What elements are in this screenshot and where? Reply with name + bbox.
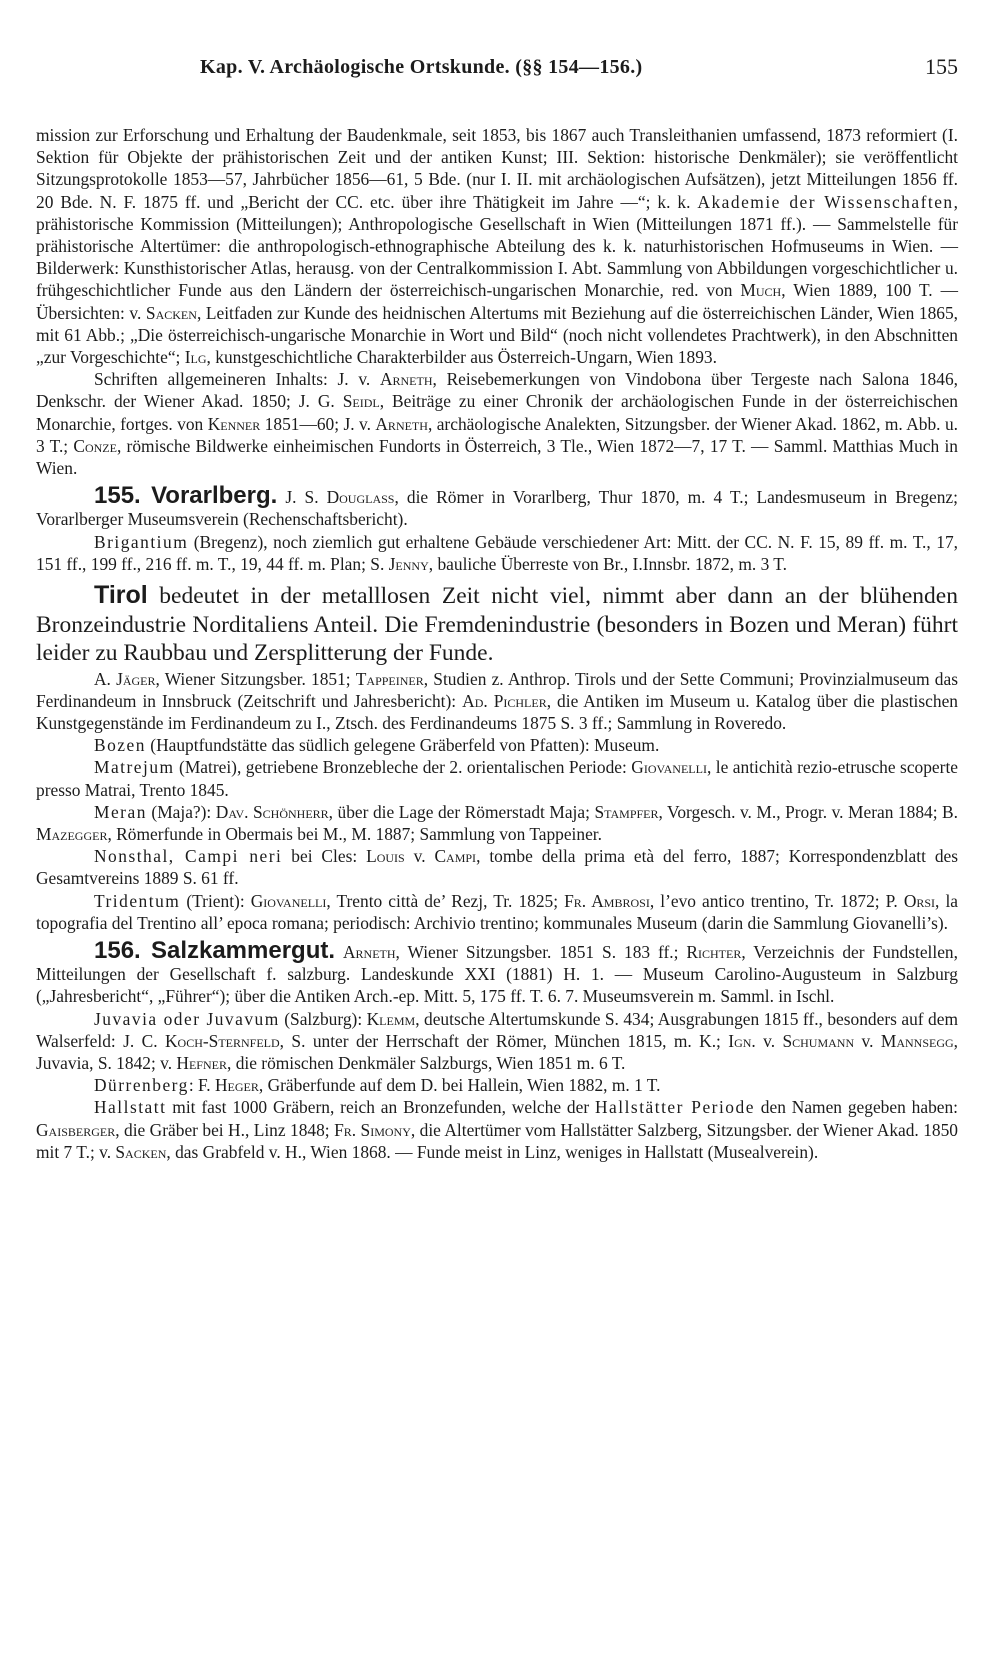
text-run: , die römischen Denkmäler Salzburgs, Wien 1851 m. 6 T. — [227, 1053, 626, 1074]
text-run: mission zur Erforschung und Erhaltung der Baudenkmale, seit 1853, bis 1867 auch Transleithanien umfassend, 1873 reformiert (I. Sektion für Objekte der prähistorischen Zeit und der antiken Kunst; III. Sektion: historische Denkmäler); sie veröffentlicht Sitzungsprotokolle 1853—57, Jahrbücher 1856—61, 5 Bde. (nur I. II. mit archäologischen Aufsätzen), jetzt Mitteilungen 1856 ff. 20 Bde. N. F. 1875 ff. und „Bericht der CC. etc. über ihre Thätigkeit im Jahre —“; k. k. — [36, 125, 958, 212]
section-heading: 155. Vorarlberg. — [94, 482, 278, 510]
text-run: Giovanelli — [250, 890, 327, 911]
text-run: , Reisebemerkungen von Vindobona über Tergeste nach Salona 1846, Denkschr. der Wiener Akad. 1850; J. G. — [36, 369, 958, 412]
text-run: , Beiträge zu einer Chronik der archäologischen Funde in der österreichischen Monarchie, fortges. von — [36, 391, 958, 434]
text-run: Hallstätter Periode — [594, 1097, 755, 1118]
text-run: Koch-Sternfeld — [164, 1030, 280, 1051]
text-run: v. — [854, 1030, 881, 1051]
text-run: Juvavia oder Juvavum — [94, 1008, 280, 1029]
text-run: , die Antiken im Museum u. Katalog über die plastischen Kunstgegenstände im Ferdinandeum zu I., Ztsch. des Ferdinandeums 1875 S. 3 ff.; Sammlung in Roveredo. — [36, 690, 958, 733]
text-run: , kunstgeschichtliche Charakterbilder aus Österreich-Ungarn, Wien 1893. — [206, 347, 717, 368]
text-run: (Bregenz), noch ziemlich gut erhaltene Gebäude verschiedener Art: Mitt. der CC. N. F. 15, 89 ff. m. T., 17, 151 ff., 199 ff., 216 ff. m. T., 19, 44 ff. m. Plan; S. — [36, 531, 958, 574]
text-run: Heger — [215, 1075, 259, 1096]
running-head: Kap. V. Archäologische Ortskunde. (§§ 154—156.) — [200, 56, 643, 78]
text-run: , Studien z. Anthrop. Tirols und der Sette Communi; Provinzialmuseum das Ferdinandeum in Innsbruck (Zeitschrift und Jahresbericht): — [36, 668, 958, 711]
paragraph — [36, 890, 958, 934]
text-run: , bauliche Überreste von Br., I.Innsbr. 1872, m. 3 T. — [428, 553, 787, 574]
text-run: Conze — [73, 435, 117, 456]
page-number: 155 — [925, 54, 958, 79]
paragraph — [36, 124, 958, 368]
text-run: , römische Bildwerke einheimischen Fundorts in Österreich, 3 Tle., Wien 1872—7, 17 T. — Samml. Matthias Much in Wien. — [36, 435, 958, 479]
text-run: Arneth — [375, 413, 428, 434]
paragraph — [36, 581, 958, 668]
book-page — [36, 40, 958, 1163]
text-run: : F. — [188, 1075, 215, 1096]
text-run: v. — [404, 846, 435, 867]
text-run: , Juvavia, S. 1842; v. — [36, 1030, 959, 1074]
text-run: v. — [755, 1030, 783, 1051]
text-run: Sacken — [145, 302, 197, 323]
text-run: Klemm — [366, 1008, 416, 1029]
text-run: Tirol — [94, 581, 148, 610]
text-run: Tridentum — [94, 890, 181, 911]
text-run: Much — [740, 280, 782, 301]
text-run: , Wien 1889, 100 T. — Übersichten: v. — [36, 280, 958, 323]
text-run: , Römerfunde in Obermais bei M., M. 1887; Sammlung von Tappeiner. — [107, 823, 602, 844]
text-run: (Maja?): — [146, 801, 216, 822]
text-run: (Matrei), getriebene Bronzebleche der 2. orientalischen Periode: — [174, 757, 632, 778]
text-run: Schumann — [782, 1030, 855, 1051]
text-run: Arneth — [342, 942, 396, 962]
text-run: , le antichità rezio-etrusche scoperte presso Matrai, Trento 1845. — [36, 757, 958, 800]
text-run: Hallstatt — [94, 1097, 167, 1118]
text-run: , Verzeichnis der Fundstellen, Mitteilungen der Gesellschaft f. salzburg. Landeskunde XXI (1881) H. 1. — Museum Carolino-Augusteum in Salzburg („Jahresbericht“, „Führer“); über die Antiken Arch.-ep. Mitt. 5, 175 ff. T. 6. 7. Museumsverein m. Samml. in Ischl. — [36, 942, 958, 1007]
paragraph — [36, 668, 958, 735]
text-run: Jenny — [388, 553, 429, 574]
paragraph — [36, 1008, 958, 1075]
text-run: 1851—60; J. v. — [260, 413, 376, 434]
text-run: , das Grabfeld v. H., Wien 1868. — Funde meist in Linz, weniges in Hallstatt (Musealverein). — [166, 1141, 819, 1162]
text-run: Sacken — [115, 1141, 167, 1162]
text-run: den Namen gegeben haben: — [754, 1097, 959, 1118]
text-run: , über die Lage der Römerstadt Maja; — [328, 801, 595, 822]
body-text — [36, 124, 958, 1163]
paragraph — [36, 531, 958, 575]
text-run: Douglass — [326, 487, 395, 508]
text-run: Jäger — [116, 668, 156, 689]
text-run: Campi — [434, 846, 477, 867]
text-run: , die Altertümer vom Hallstätter Salzberg, Sitzungsber. der Wiener Akad. 1850 mit 7 T.; v. — [36, 1119, 958, 1162]
text-run: Gaisberger — [36, 1119, 116, 1140]
text-run: Giovanelli — [631, 757, 707, 778]
text-run: , archäologische Analekten, Sitzungsber. der Wiener Akad. 1862, m. Abb. u. 3 T.; — [36, 413, 958, 456]
paragraph — [36, 801, 958, 845]
text-run: Seidl — [342, 391, 380, 412]
paragraph — [36, 368, 958, 479]
text-run: Matrejum — [94, 757, 175, 778]
text-run: J. S. — [277, 487, 327, 508]
text-run: Dürrenberg — [94, 1075, 189, 1096]
paragraph — [36, 734, 958, 756]
text-run: (Salzburg): — [279, 1008, 367, 1029]
paragraph — [36, 482, 958, 530]
text-run: , Wiener Sitzungsber. 1851; — [155, 668, 356, 689]
paragraph — [36, 1096, 958, 1163]
text-run: , prähistorische Kommission (Mitteilungen); Anthropologische Gesellschaft in Wien (Mitteilungen 1871 ff.). — Sammelstelle für prähistorische Altertümer: die anthropologisch-ethnographische Abteilung des k. k. naturhistorischen Hofmuseums in Wien. — Bilderwerk: Kunsthistorischer Atlas, herausg. von der Centralkommission I. Abt. Sammlung von Abbildungen vorgeschichtlicher u. frühgeschichtlicher Funde aus den Ländern der österreichisch-ungarischen Monarchie, red. von — [36, 191, 958, 301]
text-run: Nonsthal, Campi neri — [94, 846, 283, 867]
text-run: Bozen — [94, 735, 146, 756]
text-run: Meran — [94, 801, 147, 822]
text-run: , deutsche Altertumskunde S. 434; Ausgrabungen 1815 ff., besonders auf dem Walserfeld: J. C. — [36, 1008, 958, 1051]
text-run: Fr. Ambrosi — [564, 890, 650, 911]
text-run: , S. unter der Herrschaft der Römer, München 1815, m. K.; — [279, 1030, 729, 1051]
text-run: Kenner — [207, 413, 261, 434]
paragraph — [36, 937, 958, 1008]
text-run: , die Gräber bei H., Linz 1848; — [115, 1119, 335, 1140]
text-run: , la topografia del Trentino all’ epoca romana; periodisch: Archivio trentino; kommunales Museum (darin die Sammlung Giovanelli’s). — [36, 890, 959, 933]
text-run: Stampfer — [594, 801, 659, 822]
text-run: A. — [94, 668, 117, 689]
text-run: Richter — [686, 942, 742, 962]
text-run: Orsi — [903, 890, 936, 911]
text-run — [335, 942, 343, 962]
text-run: Ilg — [184, 347, 207, 368]
text-run: Tappeiner — [355, 668, 424, 689]
text-run: , Leitfaden zur Kunde des heidnischen Altertums mit Beziehung auf die österreichischen Länder, Wien 1865, mit 61 Abb.; „Die österreichisch-ungarische Monarchie in Wort und Bild“ (noch nicht vollendetes Prachtwerk), in den Abschnitten „zur Vorgeschichte“; — [36, 302, 958, 368]
text-run: Hefner — [176, 1053, 227, 1074]
text-run: bei Cles: — [282, 846, 367, 867]
text-run: Akademie der Wissenschaften — [697, 191, 954, 212]
text-run: mit fast 1000 Gräbern, reich an Bronzefunden, welche der — [166, 1097, 595, 1118]
text-run: , Wiener Sitzungsber. 1851 S. 183 ff.; — [395, 942, 687, 962]
paragraph — [36, 1074, 958, 1096]
text-run: Ad. Pichler — [462, 690, 547, 711]
text-run: Mazegger — [36, 823, 108, 844]
paragraph — [36, 845, 958, 889]
text-run: Mannsegg — [880, 1030, 954, 1051]
text-run: (Trient): — [180, 890, 251, 911]
text-run: Fr. Simony — [334, 1119, 411, 1140]
text-run: , Trento città de’ Rezj, Tr. 1825; — [326, 890, 565, 911]
text-run: Arneth — [379, 369, 433, 390]
paragraph — [36, 756, 958, 800]
text-run: bedeutet in der metalllosen Zeit nicht viel, nimmt aber dann an der blühenden Bronzeindustrie Norditaliens Anteil. Die Fremdenindustrie (besonders in Bozen und Meran) führt leider zu Raubbau und Zersplitterung der Funde. — [36, 583, 958, 667]
text-run: Dav. Schönherr — [215, 801, 329, 822]
text-run: , Vorgesch. v. M., Progr. v. Meran 1884; B. — [658, 801, 959, 822]
text-run: Brigantium — [94, 531, 189, 552]
page-header — [36, 40, 958, 88]
text-run: (Hauptfundstätte das südlich gelegene Gräberfeld von Pfatten): Museum. — [145, 735, 660, 756]
text-run: , die Römer in Vorarlberg, Thur 1870, m. 4 T.; Landesmuseum in Bregenz; Vorarlberger Museumsverein (Rechenschaftsbericht). — [36, 487, 958, 530]
section-heading: 156. Salzkammergut. — [94, 937, 336, 964]
text-run: , l’evo antico trentino, Tr. 1872; P. — [649, 890, 904, 911]
text-run: Schriften allgemeineren Inhalts: J. v. — [94, 369, 380, 390]
text-run: , Gräberfunde auf dem D. bei Hallein, Wien 1882, m. 1 T. — [258, 1075, 661, 1096]
text-run: Louis — [366, 846, 405, 867]
text-run: Ign. — [728, 1030, 756, 1051]
text-run: , tombe della prima età del ferro, 1887; Korrespondenzblatt des Gesamtvereins 1889 S. 61 ff. — [36, 846, 958, 889]
